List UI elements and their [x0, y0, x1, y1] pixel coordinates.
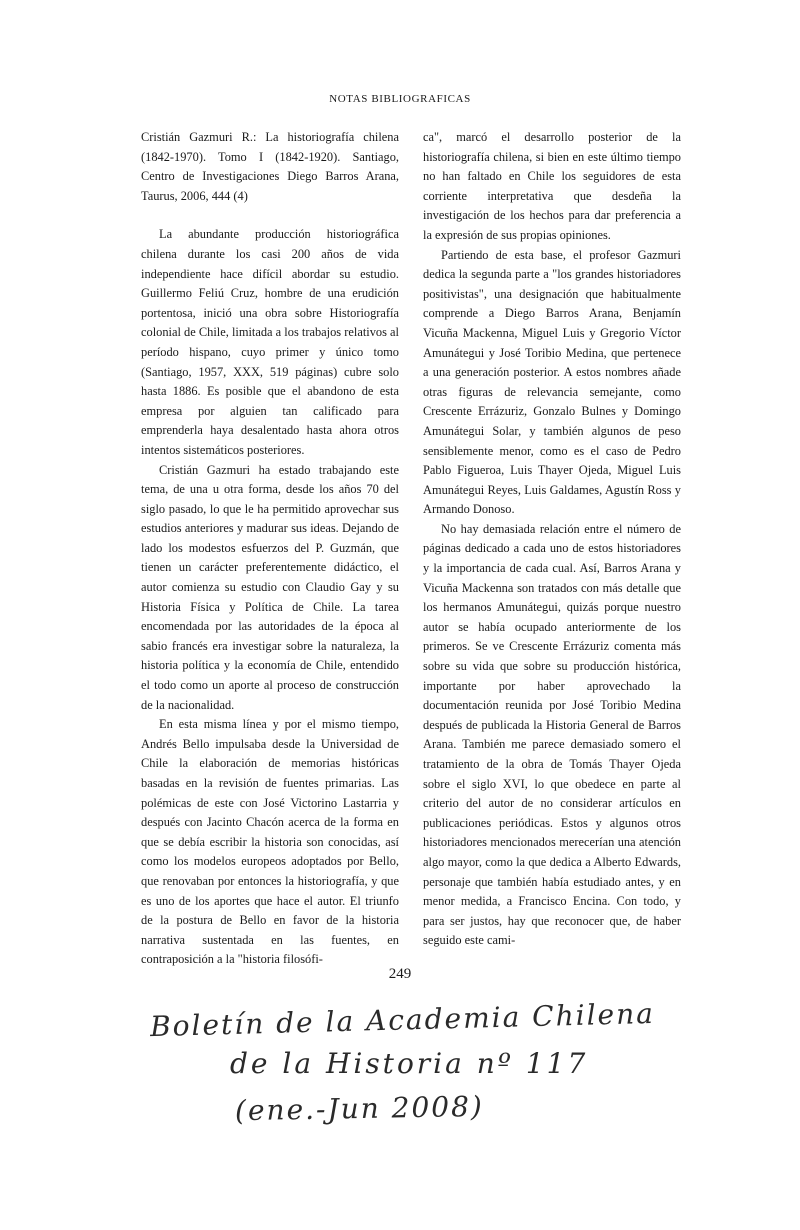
handwritten-line: (ene.-Jun 2008): [234, 1089, 485, 1128]
right-column: [423, 128, 681, 951]
running-head: NOTAS BIBLIOGRAFICAS: [329, 93, 471, 105]
paragraph: En esta misma línea y por el mismo tiempo, Andrés Bello impulsaba desde la Universidad de Chile la elaboración de memorias históricas basadas en la revisión de fuentes primarias. Las polémicas de este con José Victorino Lastarria y después con Jacinto Chacón acerca de la forma en que se debía escribir la historia son conocidas, así como los modelos europeos adoptados por Bello, que renovaban por entonces la historiografía, y que es uno de los aportes que hace el autor. El triunfo de la postura de Bello en favor de la historia narrativa sustentada en las fuentes, en contraposición a la "historia filosófi-: [141, 717, 399, 967]
handwritten-line: Boletín de la Academia Chilena: [149, 996, 656, 1044]
page-number: 249: [388, 966, 412, 982]
bibliographic-reference: Cristián Gazmuri R.: La historiografía chilena (1842-1970). Tomo I (1842-1920). Santiago, Centro de Investigaciones Diego Barros Arana, Taurus, 2006, 444 (4): [141, 130, 399, 203]
paragraph: Cristián Gazmuri ha estado trabajando este tema, de una u otra forma, desde los años 70 del siglo pasado, lo que le ha permitido aprovechar sus estudios anteriores y madurar sus ideas. Dejando de lado los modestos esfuerzos del P. Guzmán, que tienen un carácter preferentemente didáctico, el autor comienza su estudio con Claudio Gay y su Historia Física y Política de Chile. La tarea encomendada por las autoridades de la época al sabio francés era investigar sobre la naturaleza, la historia política y la economía de Chile, entendido el todo como un aporte al proceso de construcción de la nacionalidad.: [141, 462, 399, 712]
handwritten-note: [140, 998, 700, 1130]
paragraph: Partiendo de esta base, el profesor Gazmuri dedica la segunda parte a "los grandes historiadores positivistas", una designación que habitualmente comprende a Diego Barros Arana, Benjamín Vicuña Mackenna, Miguel Luis y Gregorio Víctor Amunátegui y José Toribio Medina, que pertenece a una generación posterior. A estos nombres añade otras figuras de relevancia semejante, como Crescente Errázuriz, Gonzalo Bulnes y Domingo Amunátegui Solar, y también algunos de peso sensiblemente menor, como es el caso de Pedro Pablo Figueroa, Luis Thayer Ojeda, Miguel Luis Amunátegui Reyes, Luis Galdames, Agustín Ross y Armando Donoso.: [423, 247, 681, 517]
paragraph: No hay demasiada relación entre el número de páginas dedicado a cada uno de estos historiadores y la importancia de cada cual. Así, Barros Arana y Vicuña Mackenna son tratados con más detalle que los hermanos Amunátegui, quizás porque nuestro autor se había ocupado anteriormente de los primeros. Se ve Crescente Errázuriz comenta más sobre su vida que sobre su producción histórica, importante por haber aprovechado la documentación reunida por José Toribio Medina después de publicada la Historia General de Barros Arana. También me parece demasiado somero el tratamiento de la obra de Tomás Thayer Ojeda sobre el siglo XVI, lo que obedece en parte al criterio del autor de no considerar artículos en publicaciones periódicas. Estos y algunos otros historiadores mencionados merecerían una atención algo mayor, como la que dedica a Alberto Edwards, personaje que también había estudiado antes, y en menor medida, a Francisco Encina. Con todo, y para ser justos, hay que reconocer que, de haber seguido este cami-: [423, 521, 681, 948]
left-column: [141, 128, 399, 970]
paragraph: ca", marcó el desarrollo posterior de la historiografía chilena, si bien en este último tiempo no han faltado en Chile los seguidores de esta corriente interpretativa que desdeña la investigación de los hechos para dar preferencia a la expresión de sus propias opiniones.: [423, 130, 681, 242]
handwritten-line: de la Historia nº 117: [230, 1047, 589, 1080]
paragraph: La abundante producción historiográfica chilena durante los casi 200 años de vida independiente hace difícil abordar su estudio. Guillermo Feliú Cruz, hombre de una erudición portentosa, inició una obra sobre Historiografía colonial de Chile, limitada a los trabajos relativos al período hispano, cuyo primer y único tomo (Santiago, 1957, XXX, 519 páginas) cubre solo hasta 1886. Es posible que el abandono de esta empresa por alguien tan calificado para emprenderla haya desalentado hasta ahora otros intentos sistemáticos posteriores.: [141, 227, 399, 457]
